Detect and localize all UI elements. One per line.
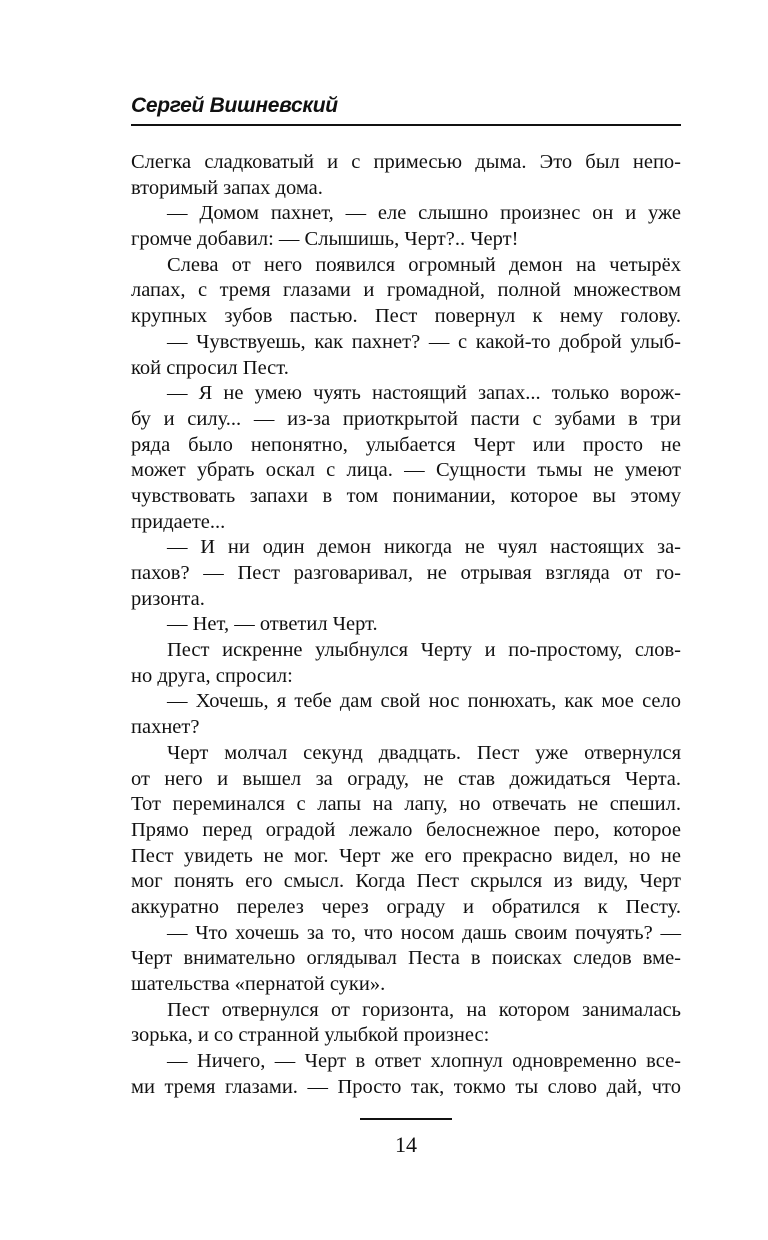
text-line: — Хочешь, я тебе дам свой нос понюхать, как мое село bbox=[167, 690, 681, 713]
text-line: — Что хочешь за то, что носом дашь своим почуять? — bbox=[167, 921, 681, 944]
running-head-author: Сергей Вишневский bbox=[131, 94, 338, 117]
text-line: Слева от него появился огромный демон на четырёх bbox=[167, 253, 681, 276]
text-line: может убрать оскал с лица. — Сущности тьмы не умеют bbox=[131, 459, 681, 482]
text-line: аккуратно перелез через ограду и обратился к Песту. bbox=[131, 895, 681, 918]
text-line: Черт молчал секунд двадцать. Пест уже отвернулся bbox=[167, 741, 681, 764]
text-line: Пест искренне улыбнулся Черту и по-простому, слов- bbox=[167, 639, 681, 662]
page-number: 14 bbox=[395, 1132, 417, 1157]
footer-rule bbox=[360, 1118, 452, 1120]
text-line: придаете... bbox=[131, 510, 226, 533]
text-line: — Чувствуешь, как пахнет? — с какой-то доброй улыб- bbox=[167, 330, 681, 353]
text-line: чувствовать запахи в том понимании, которое вы этому bbox=[131, 484, 681, 507]
text-line: пахнет? bbox=[131, 716, 200, 739]
text-line: — Нет, — ответил Черт. bbox=[167, 613, 378, 636]
text-line: лапах, с тремя глазами и громадной, полной множеством bbox=[131, 279, 681, 302]
text-line: — Домом пахнет, — еле слышно произнес он и уже bbox=[167, 202, 681, 225]
text-line: ризонта. bbox=[131, 587, 205, 610]
text-line: вторимый запах дома. bbox=[131, 176, 323, 199]
text-line: но друга, спросил: bbox=[131, 664, 293, 687]
text-line: кой спросил Пест. bbox=[131, 356, 289, 379]
text-line: зорька, и со странной улыбкой произнес: bbox=[131, 1024, 490, 1047]
text-line: Пест увидеть не мог. Черт же его прекрасно видел, но не bbox=[131, 844, 681, 867]
text-line: громче добавил: — Слышишь, Черт?.. Черт! bbox=[131, 228, 519, 251]
text-line: Пест отвернулся от горизонта, на котором занималась bbox=[167, 998, 681, 1021]
text-line: крупных зубов пастью. Пест повернул к нему голову. bbox=[131, 305, 681, 328]
text-line: — Ничего, — Черт в ответ хлопнул одновременно все- bbox=[167, 1050, 681, 1073]
text-line: Черт внимательно оглядывал Песта в поисках следов вме- bbox=[131, 947, 681, 970]
text-line: — И ни один демон никогда не чуял настоящих за- bbox=[167, 536, 681, 559]
text-line: — Я не умею чуять настоящий запах... только ворож- bbox=[167, 382, 681, 405]
text-line: мог понять его смысл. Когда Пест скрылся из виду, Черт bbox=[131, 870, 681, 893]
text-line: Слегка сладковатый и с примесью дыма. Это был непо- bbox=[131, 151, 681, 173]
header-rule bbox=[131, 124, 681, 126]
body-text bbox=[131, 150, 681, 1100]
text-line: Прямо перед оградой лежало белоснежное перо, которое bbox=[131, 818, 681, 841]
text-line: ми тремя глазами. — Просто так, токмо ты слово дай, что bbox=[131, 1075, 681, 1098]
text-line: ряда было непонятно, улыбается Черт или просто не bbox=[131, 433, 681, 456]
text-line: бу и силу... — из-за приоткрытой пасти с зубами в три bbox=[131, 407, 681, 430]
text-line: шательства «пернатой суки». bbox=[131, 973, 386, 995]
text-line: Тот переминался с лапы на лапу, но отвечать не спешил. bbox=[131, 793, 681, 816]
text-line: пахов? — Пест разговаривал, не отрывая взгляда от го- bbox=[131, 562, 681, 584]
text-line: от него и вышел за ограду, не став дожидаться Черта. bbox=[131, 767, 681, 790]
